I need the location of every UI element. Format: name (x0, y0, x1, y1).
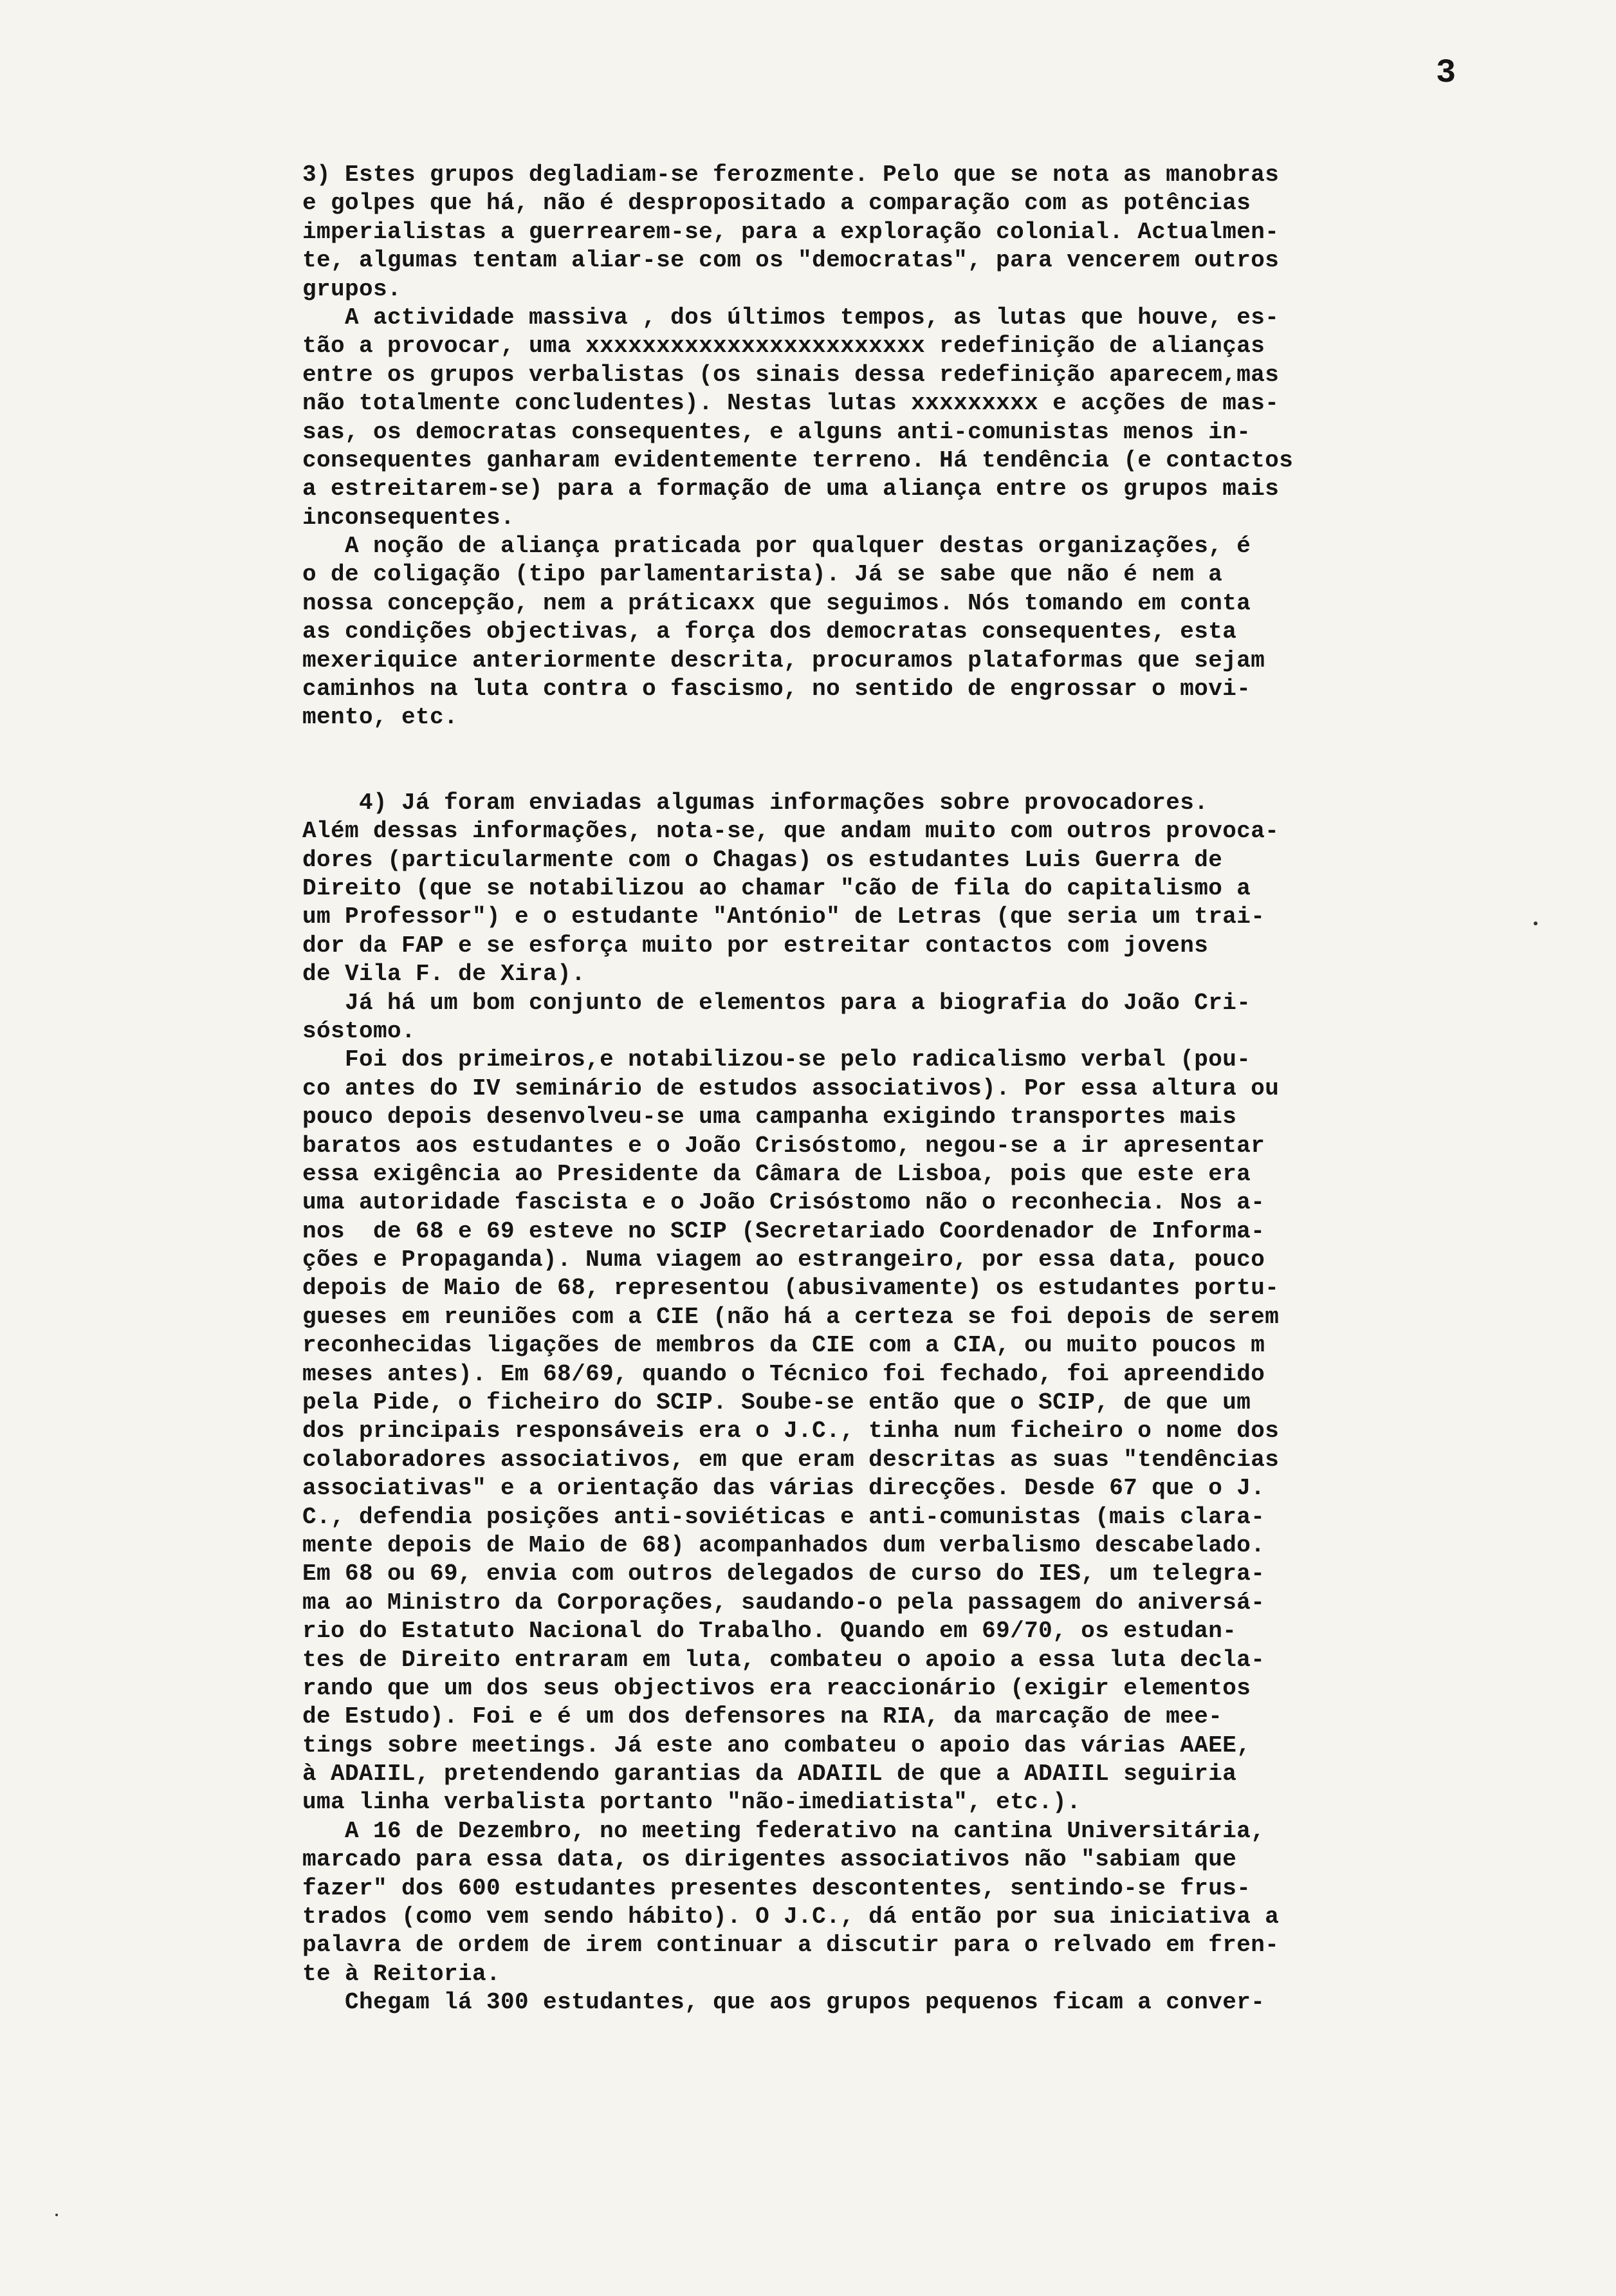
text-line: as condições objectivas, a força dos democratas consequentes, esta (302, 618, 1237, 645)
text-line: de Estudo). Foi e é um dos defensores na RIA, da marcação de mee- (302, 1703, 1223, 1730)
text-line: mente depois de Maio de 68) acompanhados dum verbalismo descabelado. (302, 1532, 1265, 1559)
text-line: sas, os democratas consequentes, e alguns anti-comunistas menos in- (302, 418, 1251, 445)
text-line: tão a provocar, uma xxxxxxxxxxxxxxxxxxxxxxxx redefinição de alianças (302, 333, 1265, 360)
text-line: consequentes ganharam evidentemente terreno. Há tendência (e contactos (302, 447, 1294, 474)
text-line: depois de Maio de 68, representou (abusivamente) os estudantes portu- (302, 1275, 1280, 1302)
text-line: A noção de aliança praticada por qualquer destas organizações, é (302, 533, 1251, 560)
text-line: a estreitarem-se) para a formação de uma aliança entre os grupos mais (302, 476, 1280, 503)
text-line: mento, etc. (302, 704, 459, 731)
typewritten-text (302, 161, 1538, 2017)
text-line: o de coligação (tipo parlamentarista). Já se sabe que não é nem a (302, 561, 1223, 588)
text-line: pouco depois desenvolveu-se uma campanha exigindo transportes mais (302, 1104, 1237, 1131)
text-line: Foi dos primeiros,e notabilizou-se pelo radicalismo verbal (pou- (302, 1046, 1251, 1073)
text-line: pela Pide, o ficheiro do SCIP. Soube-se então que o SCIP, de que um (302, 1389, 1251, 1416)
text-line: uma autoridade fascista e o João Crisóstomo não o reconhecia. Nos a- (302, 1189, 1265, 1216)
text-line: associativas" e a orientação das várias direcções. Desde 67 que o J. (302, 1475, 1265, 1502)
text-line: dor da FAP e se esforça muito por estreitar contactos com jovens (302, 932, 1209, 959)
text-line: grupos. (302, 275, 402, 302)
text-line: tes de Direito entraram em luta, combateu o apoio a essa luta decla- (302, 1646, 1265, 1673)
text-line: não totalmente concludentes). Nestas lutas xxxxxxxxx e acções de mas- (302, 390, 1280, 417)
text-line: entre os grupos verbalistas (os sinais dessa redefinição aparecem,mas (302, 361, 1280, 388)
text-line: sóstomo. (302, 1017, 416, 1044)
text-line: rando que um dos seus objectivos era reaccionário (exigir elementos (302, 1674, 1251, 1701)
text-line: um Professor") e o estudante "António" de Letras (que seria um trai- (302, 903, 1265, 930)
text-line: essa exigência ao Presidente da Câmara de Lisboa, pois que este era (302, 1160, 1251, 1187)
text-line: ma ao Ministro da Corporações, saudando-o pela passagem do aniversá- (302, 1589, 1265, 1616)
text-line: imperialistas a guerrearem-se, para a exploração colonial. Actualmen- (302, 218, 1280, 245)
section-4 (302, 789, 1538, 2017)
scan-speck (1534, 921, 1538, 925)
text-line: baratos aos estudantes e o João Crisóstomo, negou-se a ir apresentar (302, 1132, 1265, 1159)
text-line: à ADAIIL, pretendendo garantias da ADAIIL de que a ADAIIL seguiria (302, 1761, 1237, 1788)
text-line: C., defendia posições anti-soviéticas e anti-comunistas (mais clara- (302, 1503, 1265, 1530)
text-line: dos principais responsáveis era o J.C., tinha num ficheiro o nome dos (302, 1418, 1280, 1445)
text-line: reconhecidas ligações de membros da CIE com a CIA, ou muito poucos m (302, 1332, 1265, 1359)
text-line: palavra de ordem de irem continuar a discutir para o relvado em fren- (302, 1932, 1280, 1959)
text-line: trados (como vem sendo hábito). O J.C., dá então por sua iniciativa a (302, 1903, 1280, 1930)
text-line: A actividade massiva , dos últimos tempos, as lutas que houve, es- (302, 304, 1280, 331)
text-line: 3) Estes grupos degladiam-se ferozmente. Pelo que se nota as manobras (302, 162, 1280, 188)
text-line: fazer" dos 600 estudantes presentes descontentes, sentindo-se frus- (302, 1875, 1251, 1902)
text-line: e golpes que há, não é despropositado a comparação com as potências (302, 190, 1251, 217)
text-line: te à Reitoria. (302, 1960, 501, 1987)
text-line: dores (particularmente com o Chagas) os estudantes Luis Guerra de (302, 846, 1223, 873)
text-line: Em 68 ou 69, envia com outros delegados de curso do IES, um telegra- (302, 1560, 1265, 1588)
text-line: A 16 de Dezembro, no meeting federativo na cantina Universitária, (302, 1817, 1265, 1844)
section-3 (302, 161, 1538, 732)
text-line: meses antes). Em 68/69, quando o Técnico foi fechado, foi apreendido (302, 1360, 1265, 1387)
page-number: 3 (1436, 54, 1456, 92)
text-line: Além dessas informações, nota-se, que andam muito com outros provoca- (302, 818, 1280, 845)
text-line: nos de 68 e 69 esteve no SCIP (Secretariado Coordenador de Informa- (302, 1217, 1265, 1245)
text-line: colaboradores associativos, em que eram descritas as suas "tendências (302, 1446, 1280, 1473)
text-line: ções e Propaganda). Numa viagem ao estrangeiro, por essa data, pouco (302, 1246, 1265, 1273)
text-line: uma linha verbalista portanto "não-imediatista", etc.). (302, 1789, 1081, 1816)
text-line: Já há um bom conjunto de elementos para a biografia do João Cri- (302, 989, 1251, 1016)
text-line: de Vila F. de Xira). (302, 961, 586, 988)
text-line: caminhos na luta contra o fascismo, no sentido de engrossar o movi- (302, 676, 1251, 703)
text-line: te, algumas tentam aliar-se com os "democratas", para vencerem outros (302, 247, 1280, 274)
scan-speck (55, 2214, 58, 2216)
text-line: nossa concepção, nem a práticaxx que seguimos. Nós tomando em conta (302, 589, 1251, 616)
text-line: Direito (que se notabilizou ao chamar "cão de fila do capitalismo a (302, 875, 1251, 902)
paragraph-gap (302, 732, 1538, 789)
text-line: marcado para essa data, os dirigentes associativos não "sabiam que (302, 1846, 1237, 1873)
text-line: co antes do IV seminário de estudos associativos). Por essa altura ou (302, 1075, 1280, 1102)
text-line: Chegam lá 300 estudantes, que aos grupos pequenos ficam a conver- (302, 1989, 1265, 2016)
text-line: tings sobre meetings. Já este ano combateu o apoio das várias AAEE, (302, 1732, 1251, 1759)
text-line: mexeriquice anteriormente descrita, procuramos plataformas que sejam (302, 647, 1265, 674)
text-line: inconsequentes. (302, 504, 515, 531)
text-line: 4) Já foram enviadas algumas informações sobre provocadores. (302, 789, 1209, 816)
text-line: gueses em reuniões com a CIE (não há a certeza se foi depois de serem (302, 1303, 1280, 1330)
text-line: rio do Estatuto Nacional do Trabalho. Quando em 69/70, os estudan- (302, 1618, 1237, 1645)
